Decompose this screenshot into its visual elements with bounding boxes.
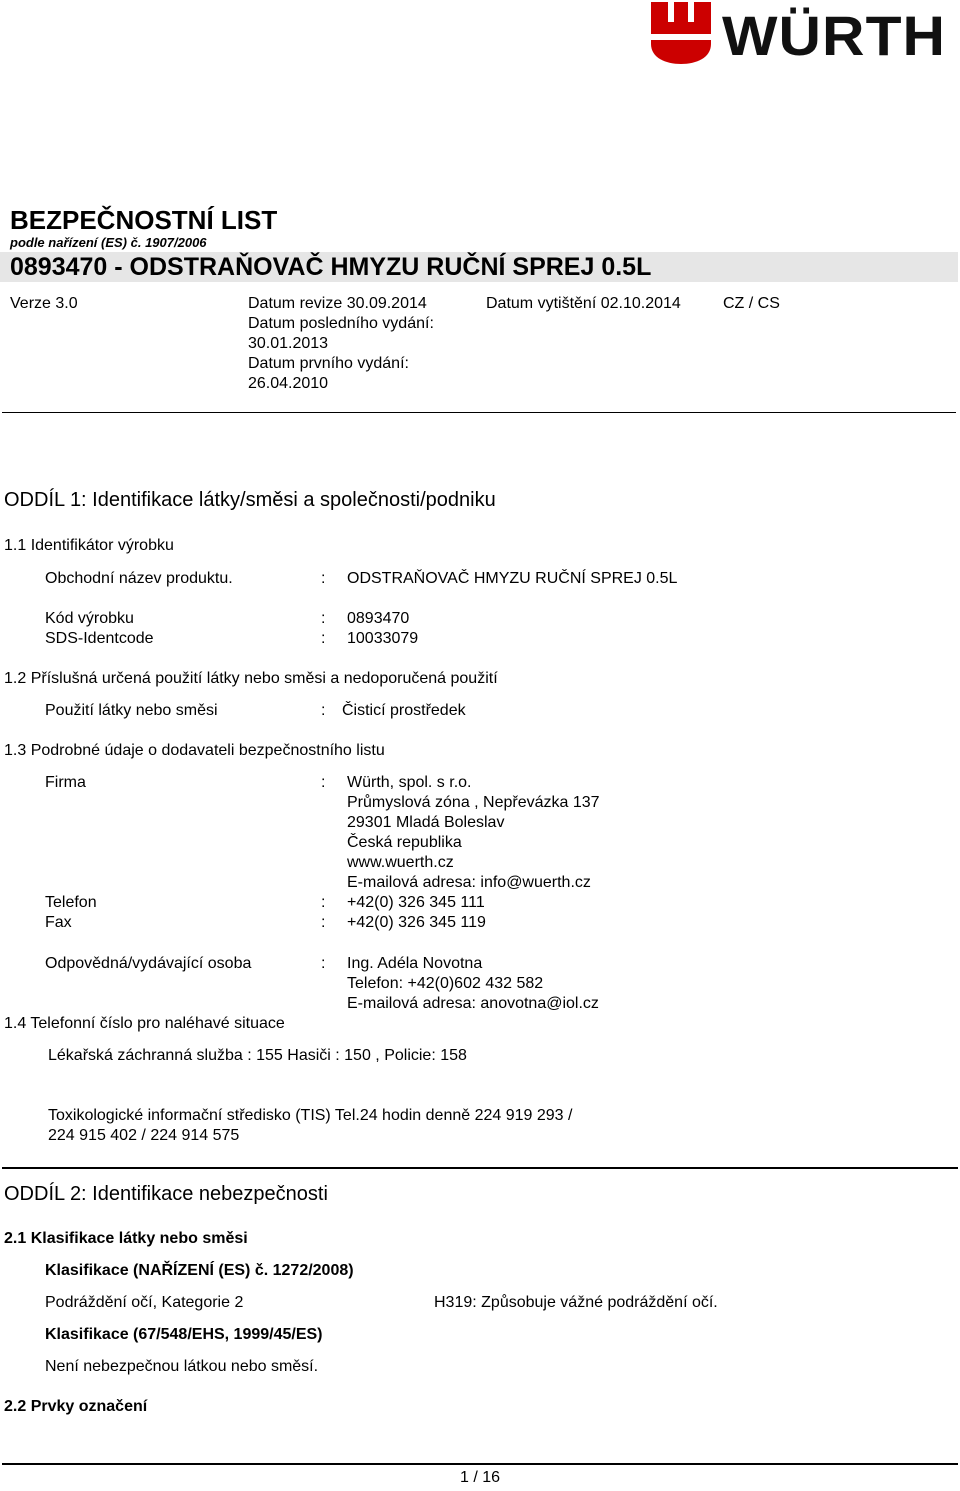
dsd-classification-text: Není nebezpečnou látkou nebo směsí. [45, 1358, 319, 1375]
phone-label: Telefon [45, 894, 97, 911]
use-value: Čisticí prostředek [342, 702, 466, 719]
company-country: Česká republika [347, 834, 462, 851]
wurth-logo [648, 0, 714, 66]
revision-date: Datum revize 30.09.2014 [248, 295, 427, 312]
company-name: Würth, spol. s r.o. [347, 774, 472, 791]
company-label: Firma [45, 774, 86, 791]
use-label: Použití látky nebo směsi [45, 702, 218, 719]
document-title: BEZPEČNOSTNÍ LIST [10, 205, 278, 235]
wurth-logo-mark-icon [648, 0, 714, 66]
section-2-title: ODDÍL 2: Identifikace nebezpečnosti [4, 1183, 328, 1205]
colon: : [321, 610, 326, 627]
product-title: 0893470 - ODSTRAŇOVAČ HMYZU RUČNÍ SPREJ 0.5L [10, 253, 652, 281]
subsection-2-1-heading: 2.1 Klasifikace látky nebo směsi [4, 1230, 248, 1247]
wurth-logo-text: WÜRTH [722, 4, 947, 67]
subsection-1-4-heading: 1.4 Telefonní číslo pro naléhavé situace [4, 1015, 285, 1032]
toxicology-center-line-1: Toxikologické informační středisko (TIS) Tel.24 hodin denně 224 919 293 / [48, 1107, 573, 1124]
company-city: 29301 Mladá Boleslav [347, 814, 505, 831]
colon: : [321, 570, 326, 587]
first-issue-date: 26.04.2010 [248, 375, 329, 392]
subsection-2-2-heading: 2.2 Prvky označení [4, 1398, 148, 1415]
section-1-title: ODDÍL 1: Identifikace látky/směsi a společnosti/podniku [4, 489, 496, 511]
last-issue-label: Datum posledního vydání: [248, 315, 434, 332]
product-code-value: 0893470 [347, 610, 410, 627]
clp-hazard-class: Podráždění očí, Kategorie 2 [45, 1294, 244, 1311]
locale: CZ / CS [723, 295, 780, 312]
regulation-reference: podle nařízení (ES) č. 1907/2006 [10, 235, 207, 250]
emergency-numbers: Lékařská záchranná služba : 155 Hasiči : 150 , Policie: 158 [48, 1047, 467, 1064]
dsd-classification-heading: Klasifikace (67/548/EHS, 1999/45/ES) [45, 1326, 323, 1343]
version: Verze 3.0 [10, 295, 78, 312]
trade-name-label: Obchodní název produktu. [45, 570, 233, 587]
fax-value: +42(0) 326 345 119 [347, 914, 486, 931]
colon: : [321, 774, 326, 791]
colon: : [321, 914, 326, 931]
company-email[interactable]: E-mailová adresa: info@wuerth.cz [347, 874, 591, 891]
print-date: Datum vytištění 02.10.2014 [486, 295, 681, 312]
company-address: Průmyslová zóna , Nepřevázka 137 [347, 794, 600, 811]
colon: : [321, 955, 326, 972]
colon: : [321, 630, 326, 647]
header-divider [2, 412, 956, 413]
fax-label: Fax [45, 914, 72, 931]
last-issue-date: 30.01.2013 [248, 335, 329, 352]
company-website-link[interactable]: www.wuerth.cz [347, 854, 454, 871]
subsection-1-3-heading: 1.3 Podrobné údaje o dodavateli bezpečnostního listu [4, 742, 385, 759]
first-issue-label: Datum prvního vydání: [248, 355, 409, 372]
phone-value: +42(0) 326 345 111 [347, 894, 485, 911]
toxicology-center-line-2: 224 915 402 / 224 914 575 [48, 1127, 240, 1144]
clp-classification-heading: Klasifikace (NAŘÍZENÍ (ES) č. 1272/2008) [45, 1262, 354, 1279]
sds-identcode-value: 10033079 [347, 630, 419, 647]
trade-name-value: ODSTRAŇOVAČ HMYZU RUČNÍ SPREJ 0.5L [347, 570, 678, 587]
subsection-1-2-heading: 1.2 Příslušná určená použití látky nebo směsi a nedoporučená použití [4, 670, 498, 687]
sds-identcode-label: SDS-Identcode [45, 630, 154, 647]
responsible-person-email[interactable]: E-mailová adresa: anovotna@iol.cz [347, 995, 599, 1012]
subsection-1-1-heading: 1.1 Identifikátor výrobku [4, 537, 174, 554]
responsible-person-label: Odpovědná/vydávající osoba [45, 955, 252, 972]
hazard-statement: H319: Způsobuje vážné podráždění očí. [434, 1294, 718, 1311]
responsible-person-name: Ing. Adéla Novotna [347, 955, 483, 972]
footer-divider [2, 1463, 958, 1465]
page-number: 1 / 16 [459, 1469, 501, 1486]
responsible-person-phone: Telefon: +42(0)602 432 582 [347, 975, 544, 992]
product-code-label: Kód výrobku [45, 610, 134, 627]
colon: : [321, 702, 326, 719]
section-divider [2, 1167, 958, 1169]
colon: : [321, 894, 326, 911]
